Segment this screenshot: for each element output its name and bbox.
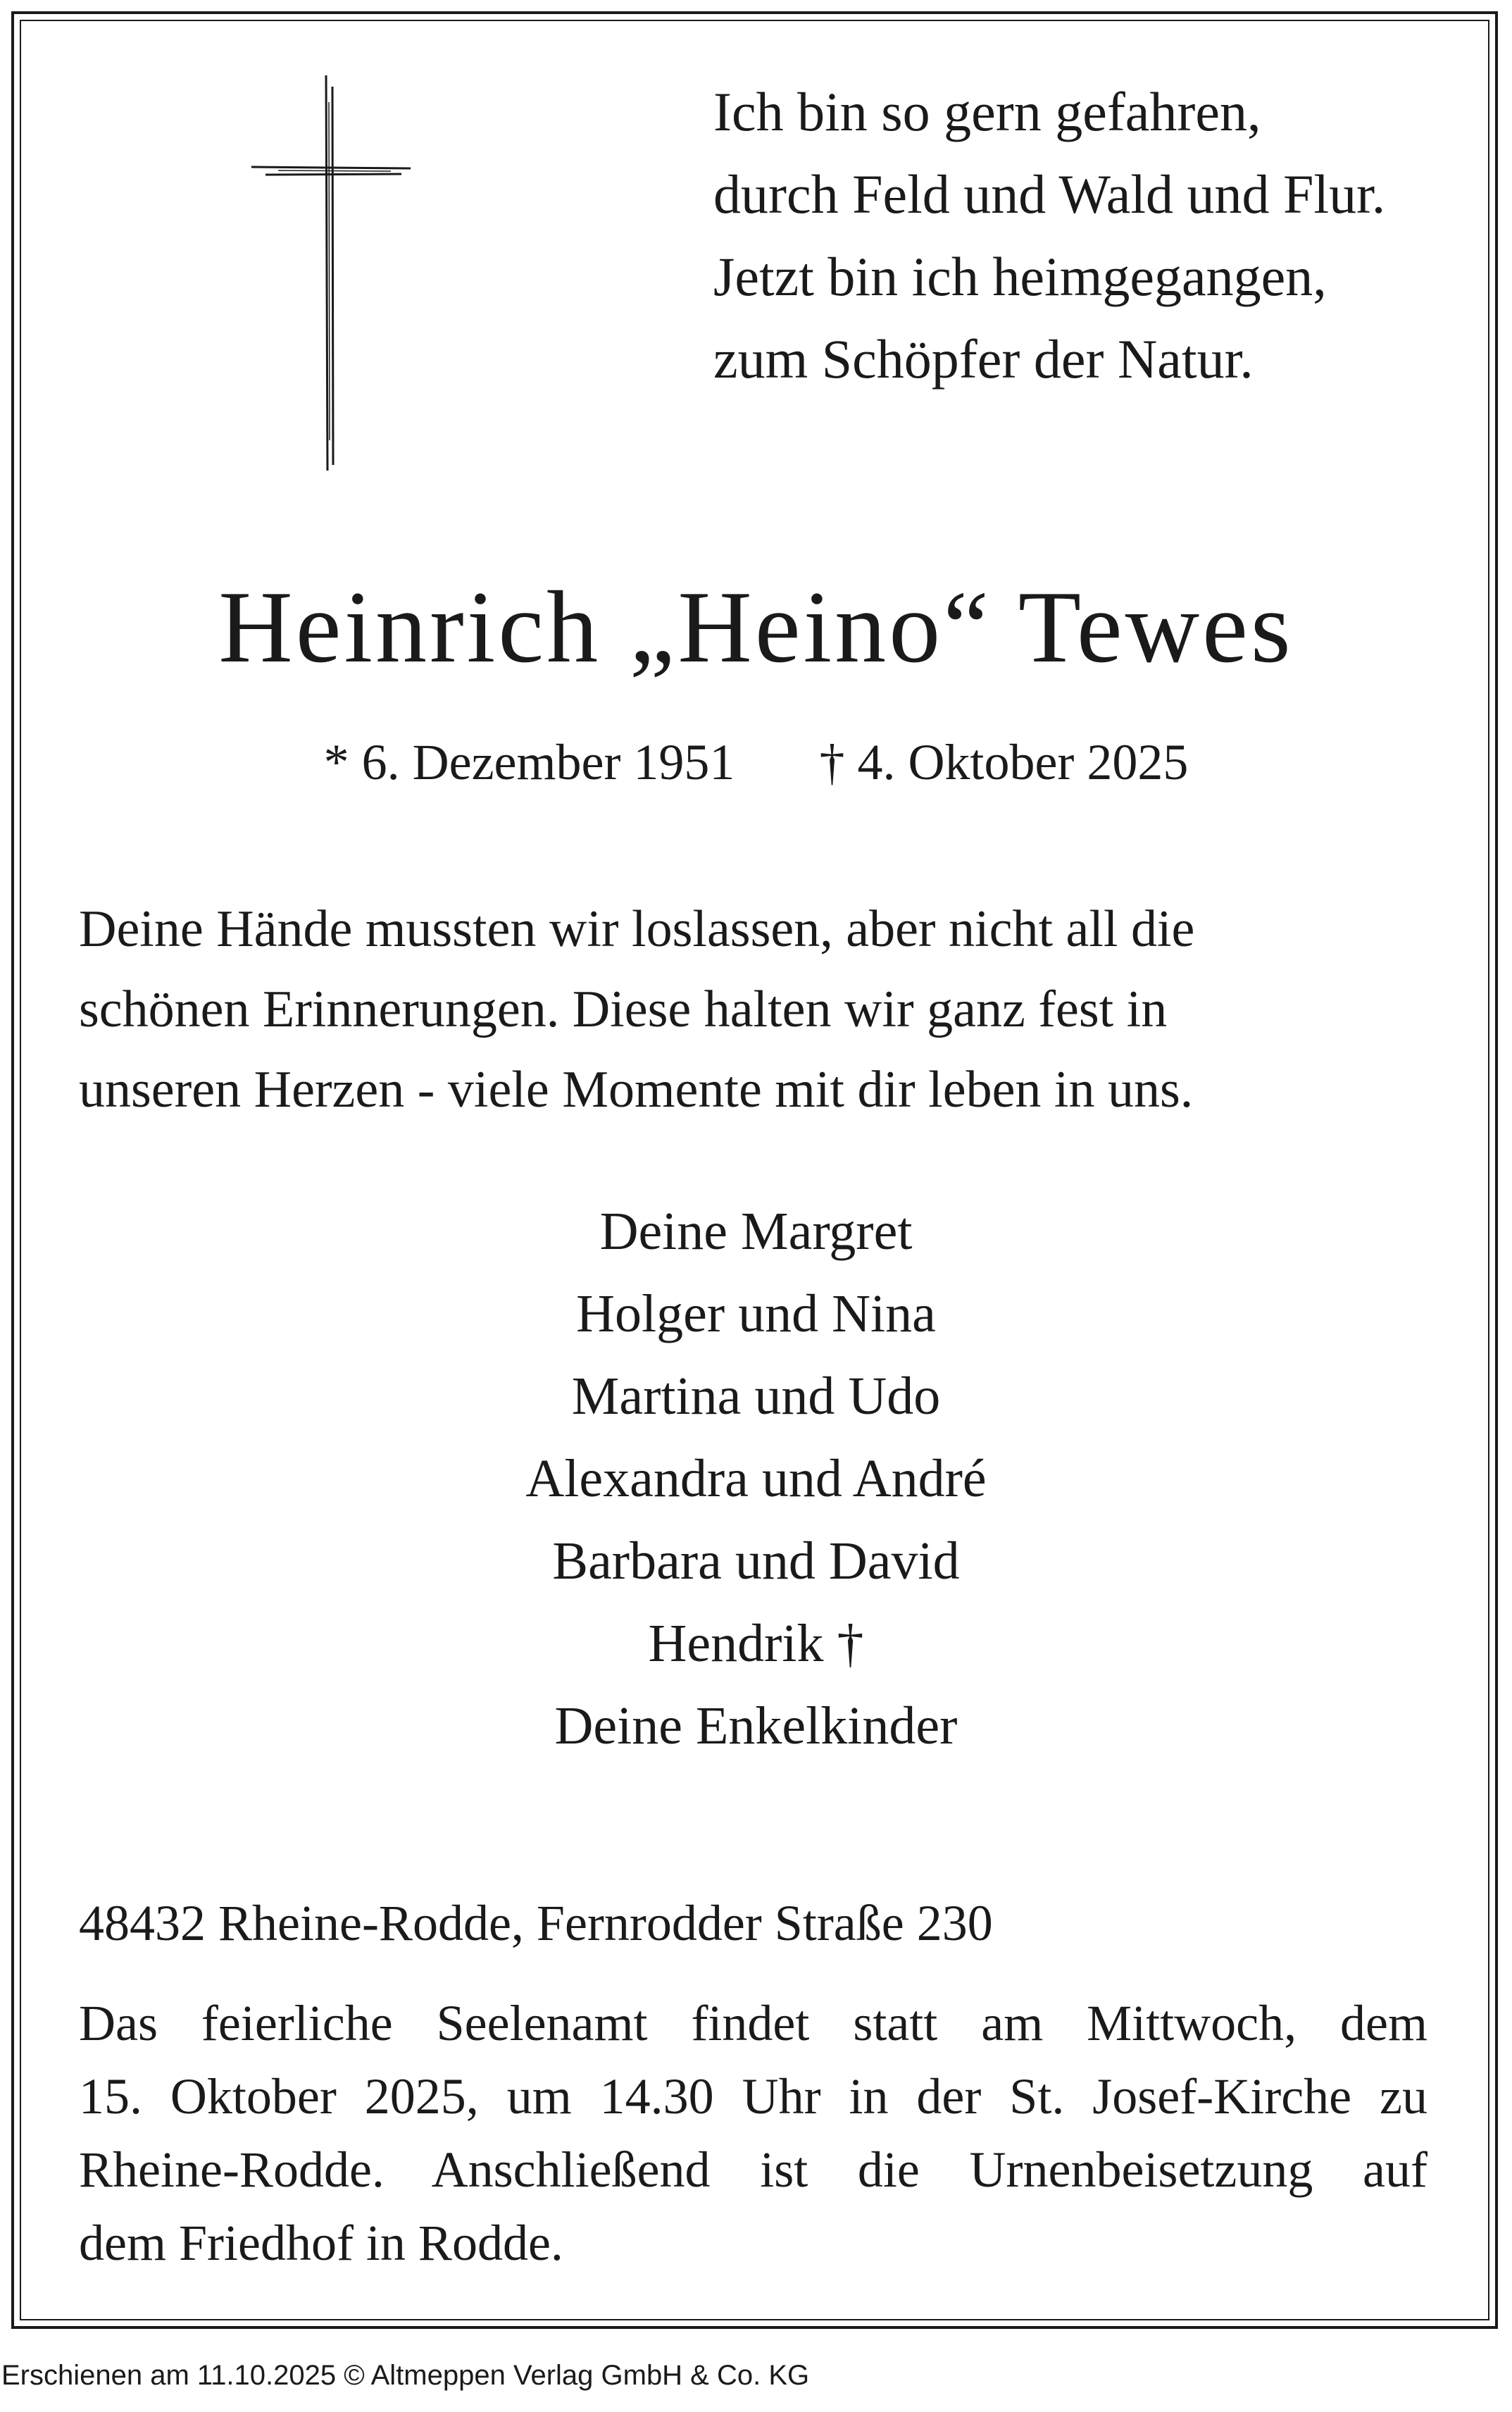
service-line: Das feierliche Seelenamt findet statt am Mittwoch, dem: [79, 1995, 1427, 2051]
service-line: 15. Oktober 2025, um 14.30 Uhr in der St. Josef-Kirche zu: [79, 2068, 1427, 2125]
mourner-line: Alexandra und André: [525, 1449, 987, 1508]
mourner-line: Martina und Udo: [571, 1367, 941, 1426]
poem-line: Jetzt bin ich heimgegangen,: [713, 246, 1327, 307]
memorial-line: unseren Herzen - viele Momente mit dir leben in uns.: [79, 1061, 1194, 1119]
service-line: dem Friedhof in Rodde.: [79, 2215, 563, 2271]
death-date: † 4. Oktober 2025: [819, 734, 1189, 790]
poem-line: Ich bin so gern gefahren,: [713, 81, 1261, 142]
birth-date: * 6. Dezember 1951: [323, 734, 735, 790]
mourner-line: Hendrik †: [648, 1614, 864, 1673]
memorial-text: [79, 889, 1194, 1130]
mourners-list: [0, 1191, 1512, 1767]
mourner-line: Deine Enkelkinder: [554, 1696, 958, 1755]
mourner-line: Holger und Nina: [576, 1284, 936, 1343]
poem-line: durch Feld und Wald und Flur.: [713, 163, 1386, 225]
mourner-line: Deine Margret: [599, 1202, 913, 1261]
mourner-line: Barbara und David: [552, 1531, 960, 1591]
service-line: Rheine-Rodde. Anschließend ist die Urnenbeisetzung auf: [79, 2141, 1427, 2198]
deceased-name: Heinrich „Heino“ Tewes: [218, 570, 1294, 684]
memorial-line: schönen Erinnerungen. Diese halten wir ganz fest in: [79, 981, 1168, 1038]
memorial-line: Deine Hände mussten wir loslassen, aber nicht all die: [79, 900, 1195, 958]
life-dates: [0, 727, 1512, 797]
service-notice: [79, 1987, 1427, 2280]
cross-icon: [250, 74, 412, 472]
poem: [713, 70, 1385, 400]
poem-line: zum Schöpfer der Natur.: [713, 328, 1254, 390]
address: 48432 Rheine-Rodde, Fernrodder Straße 230: [79, 1895, 993, 1951]
publication-footer: Erschienen am 11.10.2025 © Altmeppen Verlag GmbH & Co. KG: [1, 2360, 810, 2391]
